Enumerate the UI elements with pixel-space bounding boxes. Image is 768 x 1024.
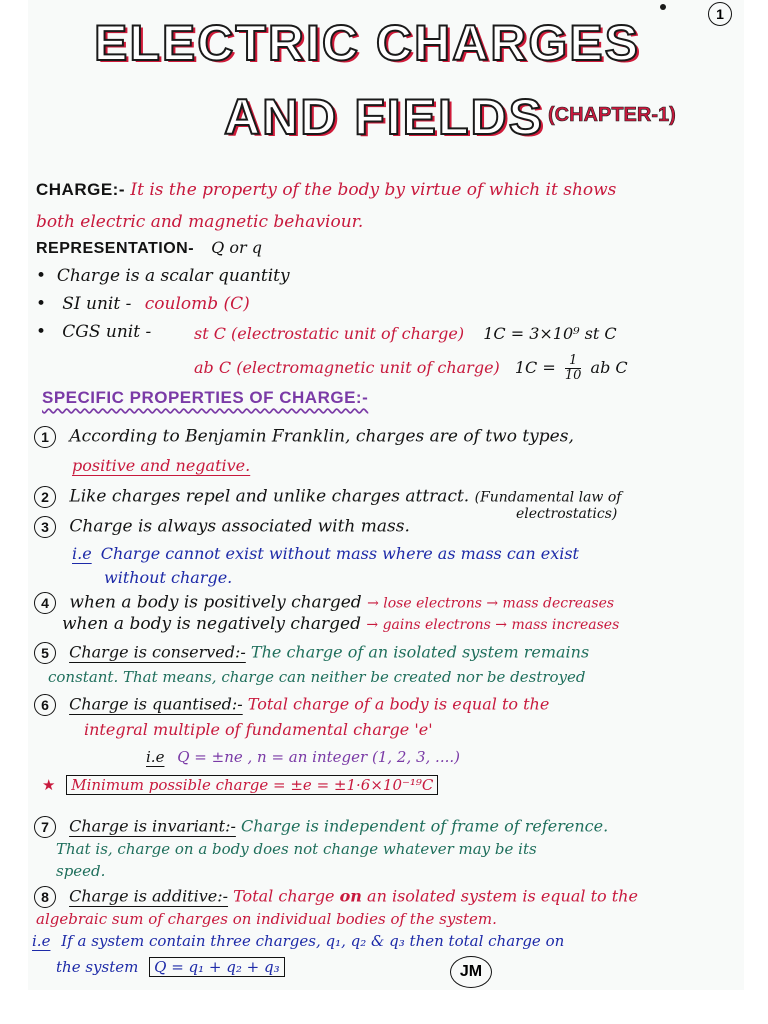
property-number: 5 <box>34 642 56 664</box>
bullet-dot-icon: • <box>36 266 52 286</box>
property-8-text-b: an isolated system is equal to the <box>367 886 638 906</box>
property-5 <box>34 642 589 664</box>
property-8-line-3 <box>32 932 564 950</box>
property-6-ie: i.e <box>146 748 165 766</box>
property-8-text-d: the system <box>56 958 139 976</box>
star-icon: ★ <box>42 776 56 794</box>
cgs-unit-line-1 <box>194 324 617 343</box>
property-2-law-cont: electrostatics) <box>516 506 618 522</box>
representation-line <box>36 238 262 258</box>
cgs-st-equation: 1C = 3×10⁹ st C <box>483 324 617 343</box>
corner-dot-icon <box>660 4 666 10</box>
cgs-unit-line-2 <box>194 354 628 383</box>
page-number: 1 <box>716 6 724 22</box>
property-number: 2 <box>34 486 56 508</box>
property-8-line-2: algebraic sum of charges on individual bodies of the system. <box>36 910 497 928</box>
property-8-line-4 <box>56 958 285 976</box>
property-3-line-2 <box>72 544 579 563</box>
property-8 <box>34 886 638 908</box>
property-7-line-3: speed. <box>56 862 106 880</box>
property-5-line-2: constant. That means, charge can neither be created nor be destroyed <box>48 668 586 686</box>
property-2 <box>34 486 621 508</box>
total-charge-box: Q = q₁ + q₂ + q₃ <box>149 957 284 977</box>
property-8-text-c: If a system contain three charges, q₁, q₂ & q₃ then total charge on <box>61 932 565 950</box>
property-number: 4 <box>34 592 56 614</box>
cgs-ab-equation-a: 1C = <box>514 358 556 377</box>
bullet-cgs-unit <box>36 322 151 342</box>
property-7-line-2: That is, charge on a body does not change whatever may be its <box>56 840 537 858</box>
signature-circle <box>450 956 492 988</box>
specific-properties-heading: SPECIFIC PROPERTIES OF CHARGE:- <box>42 388 369 407</box>
bullet-scalar-text: Charge is a scalar quantity <box>56 266 290 286</box>
bullet-scalar <box>36 266 290 286</box>
representation-value: Q or q <box>211 238 262 257</box>
property-4-positive-result: → lose electrons → mass decreases <box>367 595 615 612</box>
property-8-ie: i.e <box>32 932 51 950</box>
property-number: 6 <box>34 694 56 716</box>
property-3 <box>34 516 410 538</box>
page-number-badge <box>708 2 732 26</box>
bullet-dot-icon: • <box>36 294 57 314</box>
property-6 <box>34 694 549 716</box>
bullet-si-unit <box>36 294 250 314</box>
property-4-negative-result: → gains electrons → mass increases <box>366 617 620 633</box>
property-1 <box>34 426 574 448</box>
property-6-line-2: integral multiple of fundamental charge 'e' <box>84 720 433 739</box>
representation-label: REPRESENTATION- <box>36 240 195 257</box>
charge-definition-line-1 <box>36 180 616 200</box>
property-4-positive: when a body is positively charged <box>69 592 362 613</box>
cgs-ab-equation-b: ab C <box>590 358 628 377</box>
property-6-label: Charge is quantised:- <box>69 694 243 714</box>
title-line-2: AND FIELDS <box>224 89 544 145</box>
cgs-unit-label: CGS unit - <box>62 322 152 342</box>
chapter-label: (CHAPTER-1) <box>548 104 676 126</box>
minimum-charge-box: Minimum possible charge = ±e = ±1·6×10⁻¹⁹C <box>66 775 438 795</box>
property-5-label: Charge is conserved:- <box>69 642 246 662</box>
property-6-equation-line <box>146 748 460 766</box>
notebook-page <box>28 0 744 990</box>
property-4-line-2 <box>62 614 619 634</box>
property-4-line-1 <box>34 592 614 614</box>
property-7-text: Charge is independent of frame of reference. <box>240 816 609 836</box>
property-3-line-3: without charge. <box>104 568 233 587</box>
property-number: 3 <box>34 516 56 538</box>
cgs-ab-fraction <box>565 354 582 383</box>
si-unit-value: coulomb (C) <box>144 294 250 314</box>
charge-definition-text-a: It is the property of the body by virtue of which it shows <box>130 180 617 200</box>
property-3-detail: Charge cannot exist without mass where as mass can exist <box>100 544 579 563</box>
signature-initials: JM <box>459 963 483 980</box>
bullet-dot-icon: • <box>36 322 57 342</box>
cgs-ab-unit: ab C (electromagnetic unit of charge) <box>194 358 500 377</box>
property-7-label: Charge is invariant:- <box>69 816 236 836</box>
property-number: 7 <box>34 816 56 838</box>
property-8-text-a: Total charge <box>233 886 335 906</box>
property-number: 1 <box>34 426 56 448</box>
property-5-text: The charge of an isolated system remains <box>250 642 590 662</box>
property-3-ie: i.e <box>72 544 92 563</box>
property-1-text: According to Benjamin Franklin, charges are of two types, <box>69 426 574 447</box>
charge-label: CHARGE:- <box>36 180 125 199</box>
property-6-minimum-line <box>42 776 438 794</box>
property-2-law: (Fundamental law of <box>474 489 622 506</box>
cgs-st-unit: st C (electrostatic unit of charge) <box>194 324 465 343</box>
property-8-label: Charge is additive:- <box>69 886 229 906</box>
property-6-equation: Q = ±ne , n = an integer (1, 2, 3, ....) <box>177 748 460 766</box>
fraction-numerator: 1 <box>565 354 582 369</box>
si-unit-label: SI unit - <box>62 294 132 314</box>
charge-definition-line-2: both electric and magnetic behaviour. <box>36 212 364 232</box>
property-1-types: positive and negative. <box>72 456 251 475</box>
property-8-on: on <box>339 886 362 906</box>
property-3-text: Charge is always associated with mass. <box>69 516 410 537</box>
fraction-denominator: 10 <box>564 368 582 383</box>
property-number: 8 <box>34 886 56 908</box>
title-line-1: ELECTRIC CHARGES <box>94 15 640 71</box>
property-7 <box>34 816 608 838</box>
property-4-negative: when a body is negatively charged <box>62 614 361 634</box>
property-6-text: Total charge of a body is equal to the <box>247 694 550 714</box>
property-2-text: Like charges repel and unlike charges attract. <box>69 486 470 507</box>
